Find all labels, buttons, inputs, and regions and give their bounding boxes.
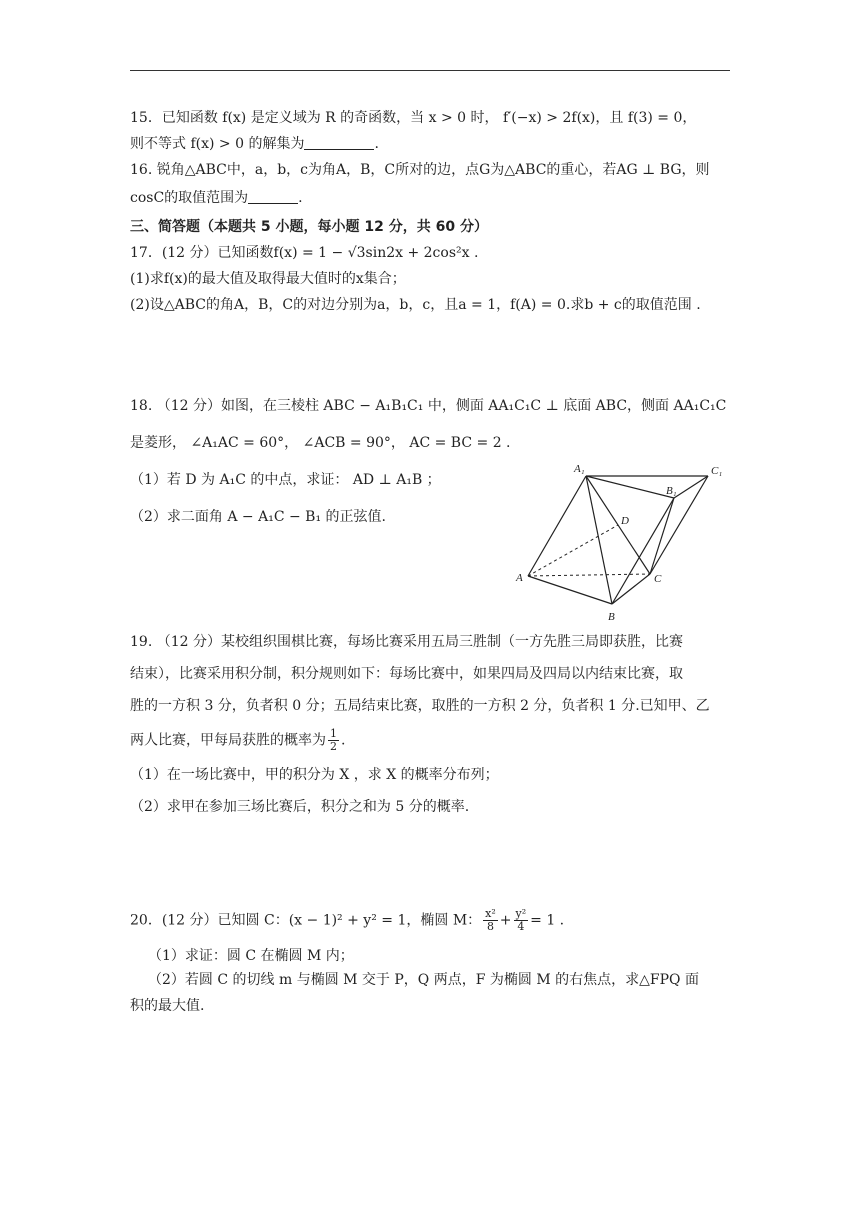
edge-A-C-hidden [528,574,650,576]
label-B1: B₁ [666,485,677,497]
edge-A1-B1 [586,476,674,498]
header-rule [130,70,730,71]
label-D: D [621,515,629,527]
fraction-y2-over-4: $\frac{\text{y²}}{4}$ [515,907,527,933]
edge-B-B1 [612,498,674,604]
q20-part2-cont: 积的最大值. [130,998,205,1014]
label-B: B [608,611,615,623]
q15-line1: 15．已知函数 f(x) 是定义域为 R 的奇函数，当 x > 0 时， f′(−x) > 2f(x)，且 f(3) = 0， [130,110,697,126]
q18-part1: （1）若 D 为 A₁C 的中点，求证： AD ⊥ A₁B ； [130,472,441,488]
answer-blank [248,189,298,204]
q18-part2: （2）求二面角 A − A₁C − B₁ 的正弦值. [130,509,386,525]
q20-part1: （1）求证：圆 C 在椭圆 M 内； [148,948,354,964]
q18-line2: 是菱形， ∠A₁AC = 60°， ∠ACB = 90°， AC = BC = 2 . [130,435,511,451]
q20-text: 20．(12 分）已知圆 C：(x − 1)² + y² = 1，椭圆 M： [130,912,482,929]
q17-line1: 17．(12 分）已知函数f(x) = 1 − √3sin2x + 2cos²x . [130,245,479,261]
prism-figure [508,456,732,626]
label-C1: C₁ [711,465,723,477]
label-A1: A₁ [574,463,585,475]
q17-part1: (1)求f(x)的最大值及取得最大值时的x集合； [130,271,406,287]
edge-A-A1 [528,476,586,576]
edge-B-C [612,574,650,604]
edge-C-B1 [650,498,674,574]
fraction-one-half: $\frac{1}{2}$ [330,727,337,753]
q20-part2: （2）若圆 C 的切线 m 与椭圆 M 交于 P，Q 两点，F 为椭圆 M 的右焦点，求△FPQ 面 [148,972,699,988]
q20-line1: 20．(12 分）已知圆 C：(x − 1)² + y² = 1，椭圆 M： $\frac{\text{x²}}{8}$ + $\frac{\text{y²}}{4}$ = 1 . [130,907,565,933]
q19-line3: 胜的一方积 3 分，负者积 0 分；五局结束比赛，取胜的一方积 2 分，负者积 1 分.已知甲、乙 [130,698,710,714]
q19-line1: 19. （12 分）某校组织围棋比赛，每场比赛采用五局三胜制（一方先胜三局即获胜，比赛 [130,634,683,650]
q17-part2: (2)设△ABC的角A，B，C的对边分别为a，b，c，且a = 1，f(A) = 0.求b + c的取值范围 . [130,297,701,313]
q15-line2: 则不等式 f(x) > 0 的解集为 . [130,136,379,152]
q16-line1: 16. 锐角△ABC中，a，b，c为角A，B，C所对的边，点G为△ABC的重心，若AG ⊥ BG，则 [130,162,710,178]
section-heading: 三、简答题（本题共 5 小题，每小题 12 分，共 60 分） [130,219,488,235]
q16-line2: cosC的取值范围为 . [130,190,303,206]
q19-part1: （1）在一场比赛中，甲的积分为 X ，求 X 的概率分布列； [130,767,499,783]
q16-text: cosC的取值范围为 [130,190,249,206]
label-C: C [654,573,662,585]
label-A: A [516,572,523,584]
q19-part2: （2）求甲在参加三场比赛后，积分之和为 5 分的概率. [130,799,470,815]
answer-blank [304,135,374,150]
q15-text: 则不等式 f(x) > 0 的解集为 [130,136,305,152]
q19-line4: 两人比赛，甲每局获胜的概率为 $\frac{1}{2}$ . [130,727,346,753]
edge-A-B [528,576,612,604]
edge-B1-C1 [674,476,708,498]
fraction-x2-over-8: $\frac{\text{x²}}{8}$ [485,907,496,933]
q19-text: 两人比赛，甲每局获胜的概率为 [130,732,326,749]
q19-line2: 结束），比赛采用积分制，积分规则如下：每场比赛中，如果四局及四局以内结束比赛，取 [130,666,683,682]
q20-text-end: = 1 . [530,912,565,929]
q18-line1: 18. （12 分）如图，在三棱柱 ABC − A₁B₁C₁ 中，侧面 AA₁C₁C ⊥ 底面 ABC，侧面 AA₁C₁C [130,398,727,414]
